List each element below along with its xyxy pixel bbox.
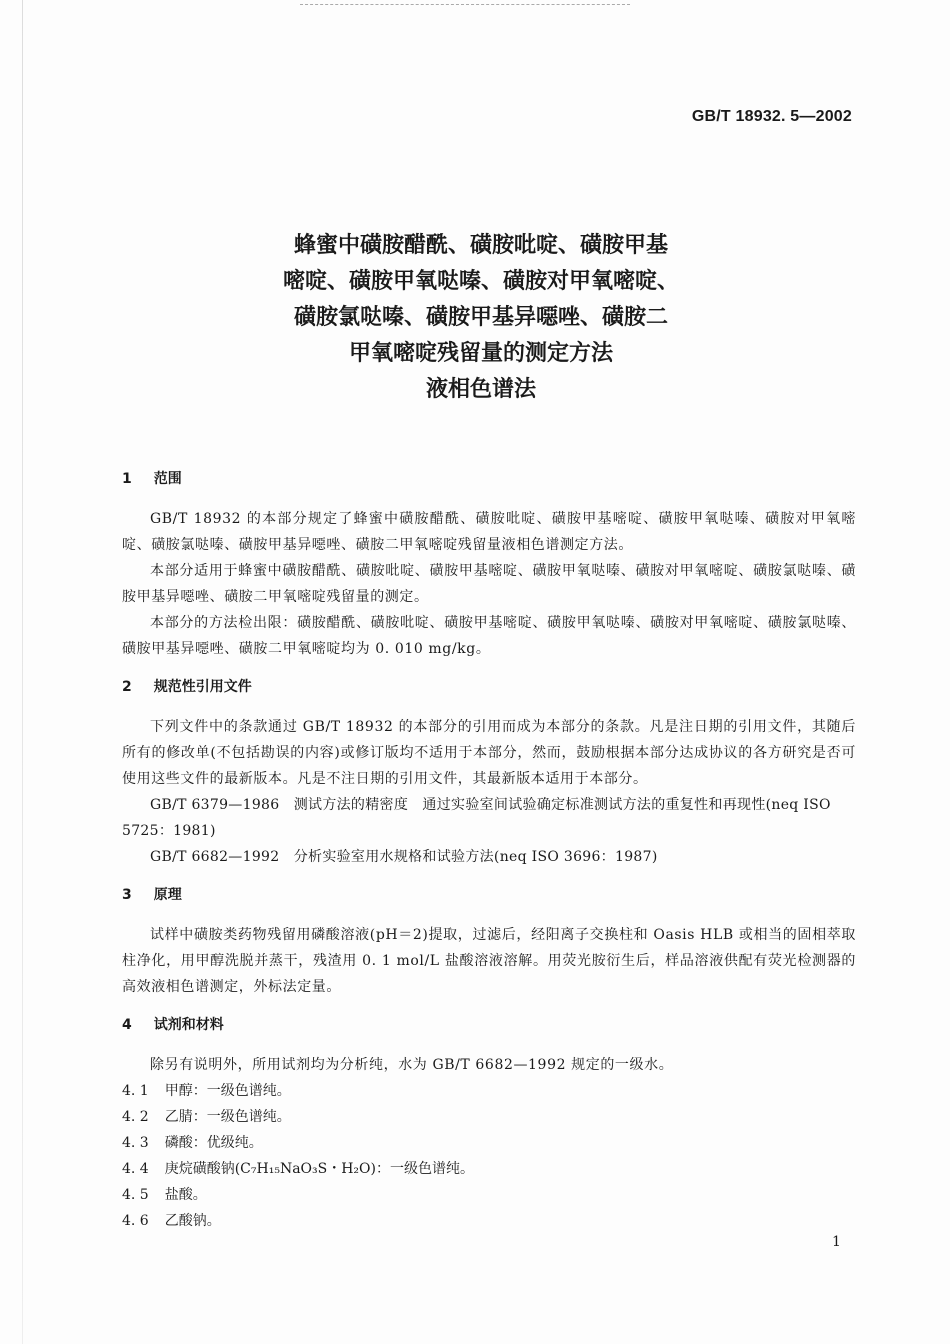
section-principle <box>122 882 856 1000</box>
paragraph: 本部分适用于蜂蜜中磺胺醋酰、磺胺吡啶、磺胺甲基嘧啶、磺胺甲氧哒嗪、磺胺对甲氧嘧啶、磺胺氯哒嗪、磺胺甲基异噁唑、磺胺二甲氧嘧啶残留量的测定。 <box>122 563 856 605</box>
section-number: 2 <box>122 679 132 695</box>
section-heading <box>122 882 856 908</box>
section-number: 4 <box>122 1017 132 1033</box>
list-item <box>122 1208 856 1234</box>
paragraph: 试样中磺胺类药物残留用磷酸溶液(pH＝2)提取，过滤后，经阳离子交换柱和 Oasis HLB 或相当的固相萃取柱净化，用甲醇洗脱并蒸干，残渣用 0. 1 mol/L 盐酸溶液溶解。用荧光胺衍生后，样品溶液供配有荧光检测器的高效液相色谱测定，外标法定量。 <box>122 927 856 995</box>
item-text: 盐酸。 <box>164 1187 207 1203</box>
section-title: 原理 <box>153 887 182 903</box>
section-number: 1 <box>122 471 132 487</box>
title-line: 液相色谱法 <box>425 377 536 402</box>
section-normative-references <box>122 674 856 870</box>
item-text: 甲醇：一级色谱纯。 <box>164 1083 291 1099</box>
section-number: 3 <box>122 887 132 903</box>
paragraph: GB/T 18932 的本部分规定了蜂蜜中磺胺醋酰、磺胺吡啶、磺胺甲基嘧啶、磺胺甲氧哒嗪、磺胺对甲氧嘧啶、磺胺氯哒嗪、磺胺甲基异噁唑、磺胺二甲氧嘧啶残留量液相色谱测定方法。 <box>122 511 856 553</box>
list-item <box>122 1130 856 1156</box>
reference-entry: GB/T 6682—1992 分析实验室用水规格和试验方法(neq ISO 3696：1987) <box>150 849 658 865</box>
list-item <box>122 1078 856 1104</box>
paragraph: 下列文件中的条款通过 GB/T 18932 的本部分的引用而成为本部分的条款。凡是注日期的引用文件，其随后所有的修改单(不包括勘误的内容)或修订版均不适用于本部分，然而，鼓励根据本部分达成协议的各方研究是否可使用这些文件的最新版本。凡是不注日期的引用文件，其最新版本适用于本部分。 <box>122 719 856 787</box>
item-number: 4. 3 <box>122 1135 149 1151</box>
scan-edge-left <box>22 0 23 1344</box>
section-heading <box>122 674 856 700</box>
item-number: 4. 5 <box>122 1187 149 1203</box>
document-title <box>0 228 950 408</box>
section-title: 试剂和材料 <box>153 1017 224 1033</box>
item-text: 庚烷磺酸钠(C₇H₁₅NaO₃S・H₂O)：一级色谱纯。 <box>164 1161 474 1177</box>
item-number: 4. 6 <box>122 1213 149 1229</box>
section-heading <box>122 466 856 492</box>
document-body <box>122 466 856 1234</box>
reference-entry: GB/T 6379—1986 测试方法的精密度 通过实验室间试验确定标准测试方法的重复性和再现性(neq ISO 5725：1981) <box>122 797 831 839</box>
item-number: 4. 4 <box>122 1161 149 1177</box>
item-text: 磷酸：优级纯。 <box>164 1135 263 1151</box>
list-item <box>122 1182 856 1208</box>
scan-edge-top <box>300 0 630 5</box>
paragraph: 本部分的方法检出限：磺胺醋酰、磺胺吡啶、磺胺甲基嘧啶、磺胺甲氧哒嗪、磺胺对甲氧嘧啶、磺胺氯哒嗪、磺胺甲基异噁唑、磺胺二甲氧嘧啶均为 0. 010 mg/kg。 <box>122 615 856 657</box>
item-number: 4. 2 <box>122 1109 149 1125</box>
page-number: 1 <box>832 1234 841 1250</box>
section-title: 规范性引用文件 <box>153 679 252 695</box>
title-line: 嘧啶、磺胺甲氧哒嗪、磺胺对甲氧嘧啶、 <box>282 269 679 294</box>
title-line: 蜂蜜中磺胺醋酰、磺胺吡啶、磺胺甲基 <box>293 233 668 258</box>
section-title: 范围 <box>153 471 182 487</box>
list-item <box>122 1156 856 1182</box>
title-line: 磺胺氯哒嗪、磺胺甲基异噁唑、磺胺二 <box>293 305 668 330</box>
item-number: 4. 1 <box>122 1083 149 1099</box>
section-scope <box>122 466 856 662</box>
standard-number: GB/T 18932. 5—2002 <box>691 108 852 125</box>
paragraph: 除另有说明外，所用试剂均为分析纯，水为 GB/T 6682—1992 规定的一级水。 <box>150 1057 674 1073</box>
title-line: 甲氧嘧啶残留量的测定方法 <box>348 341 613 366</box>
item-text: 乙酸钠。 <box>164 1213 221 1229</box>
section-reagents <box>122 1012 856 1234</box>
section-heading <box>122 1012 856 1038</box>
item-text: 乙腈：一级色谱纯。 <box>164 1109 291 1125</box>
list-item <box>122 1104 856 1130</box>
